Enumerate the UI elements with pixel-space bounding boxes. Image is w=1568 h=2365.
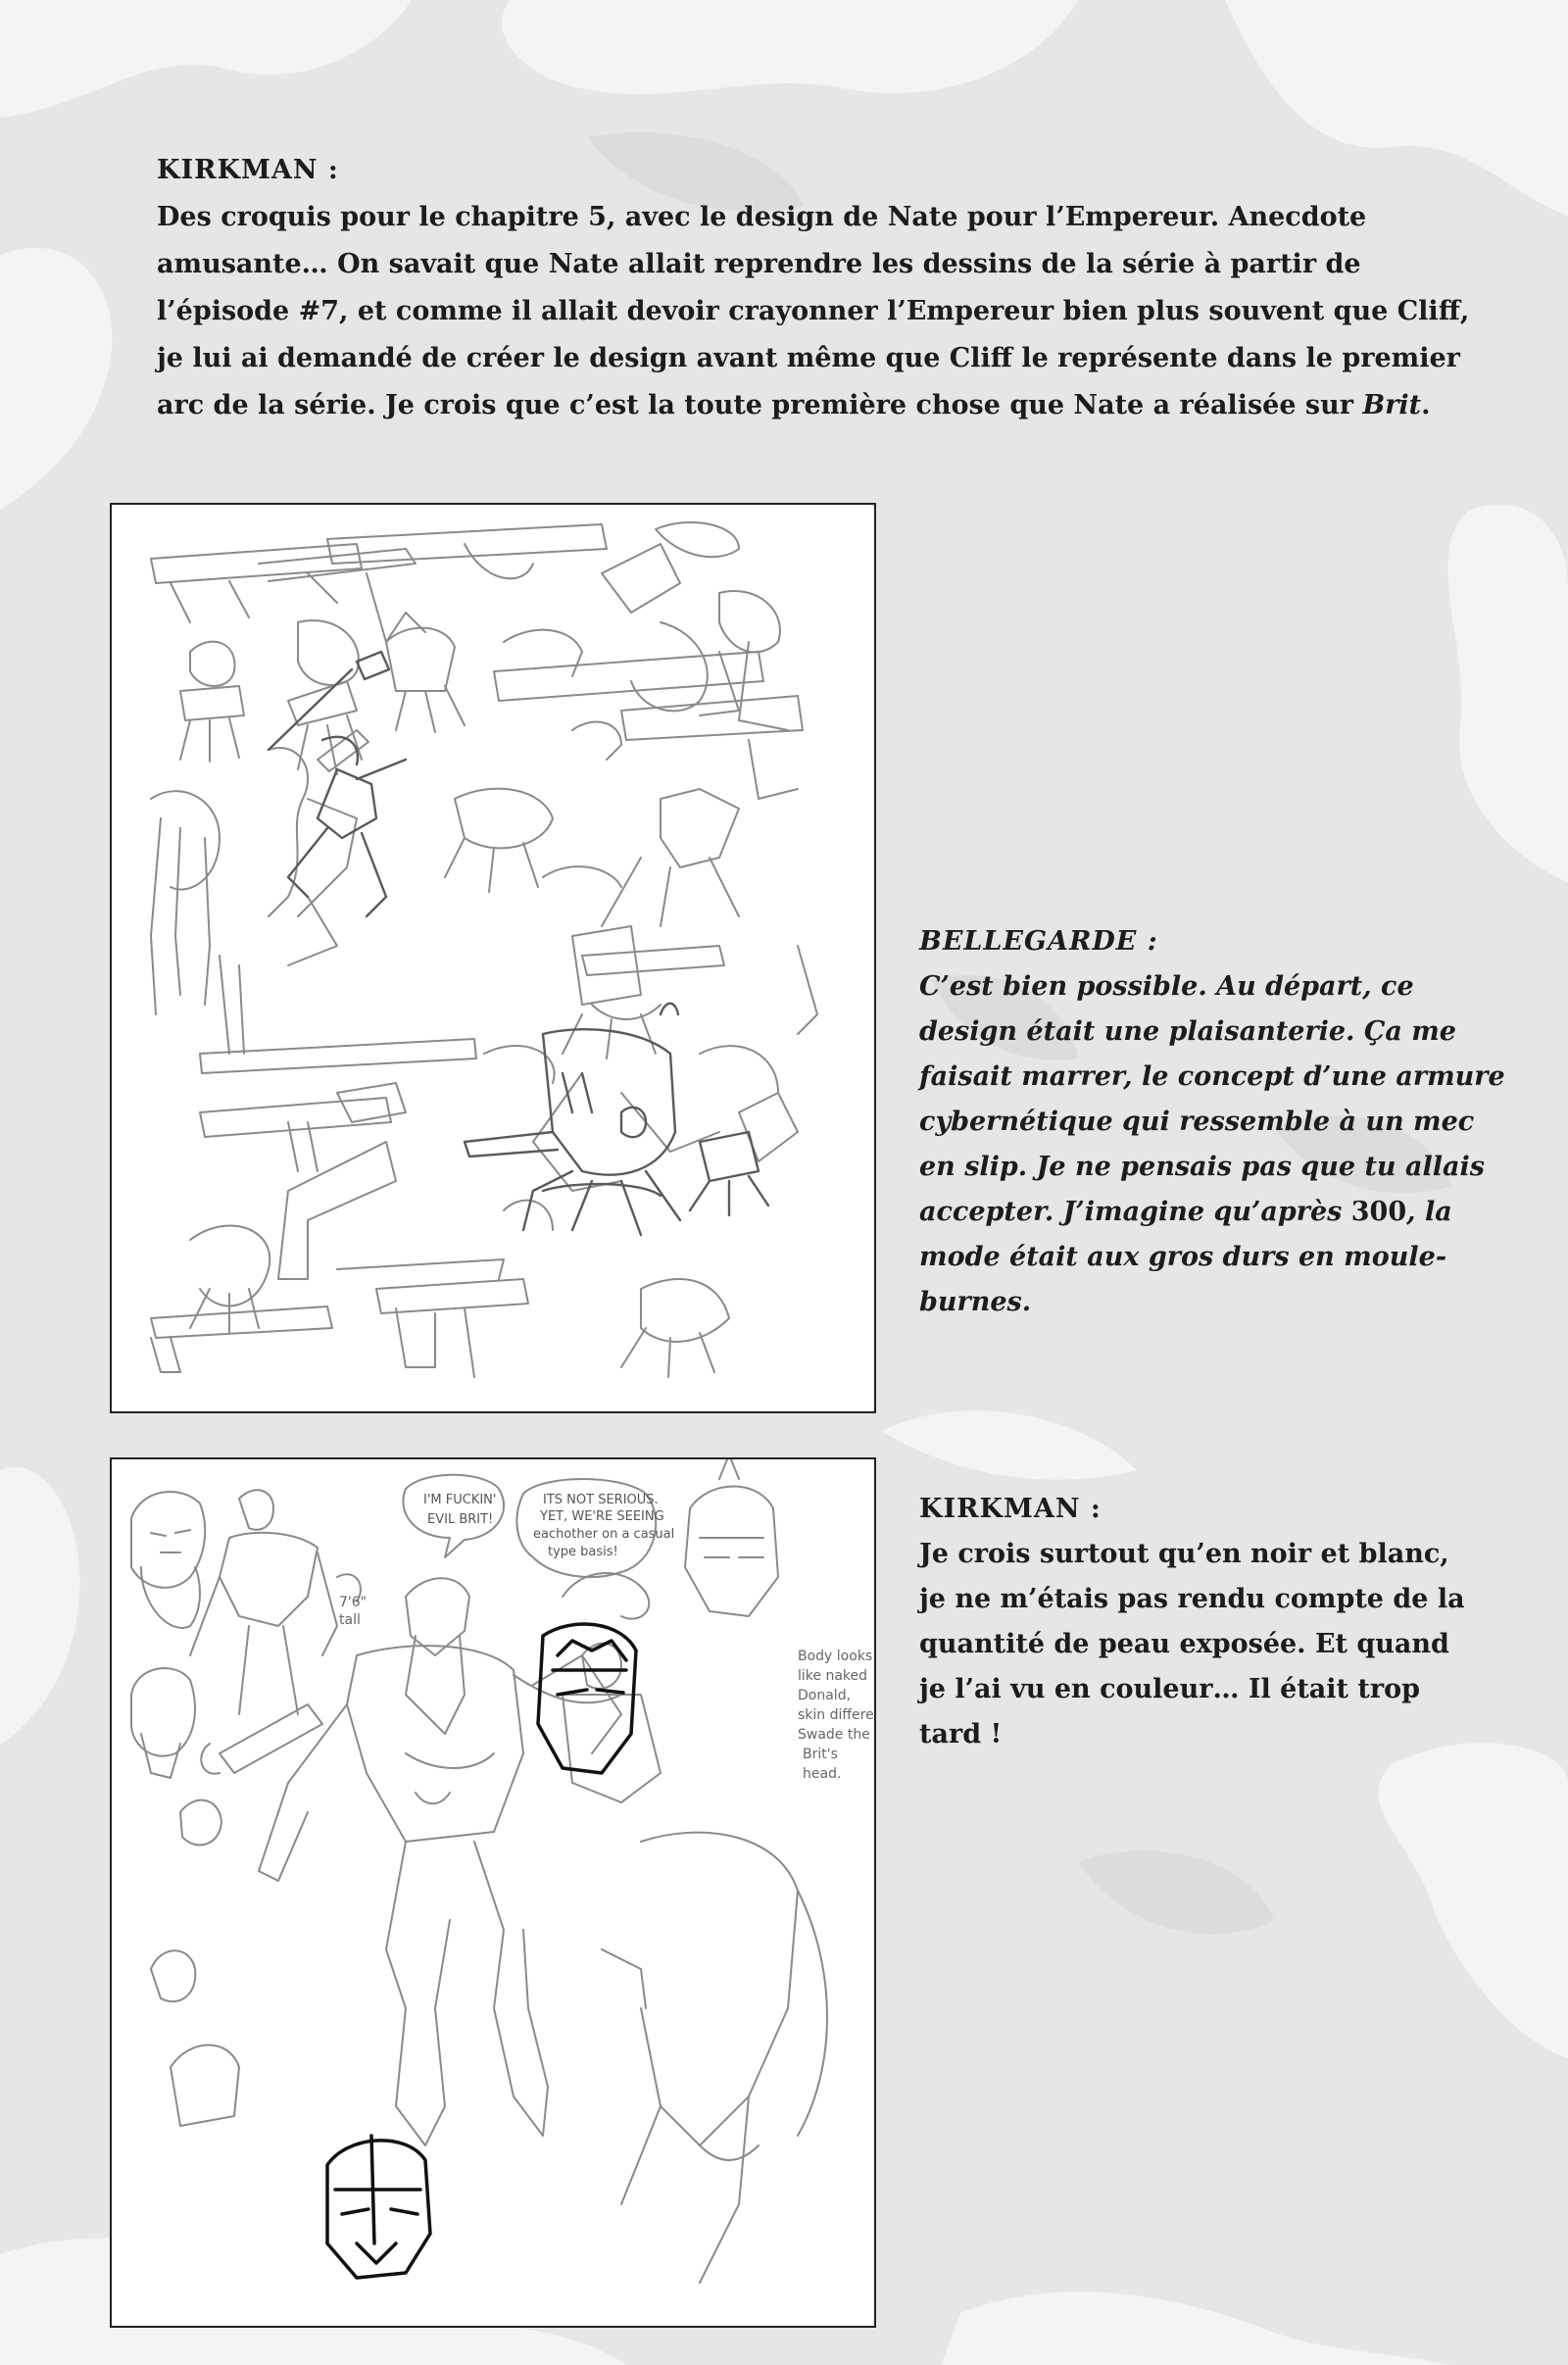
kirkman-reply-paragraph: Je crois surtout qu’en noir et blanc, je ne m’étais pas rendu compte de la quantité de peau exposée. Et quand je l’ai vu en couleur… Il était trop tard ! xyxy=(919,1539,1465,1749)
height-note xyxy=(339,1595,367,1628)
speaker-label: BELLEGARDE : xyxy=(919,926,1158,957)
note-line-4: skin differe xyxy=(798,1707,874,1723)
pencil-sketches-armor-weapons xyxy=(112,505,874,1411)
bubble2-line-4: type basis! xyxy=(548,1545,618,1559)
kirkman-intro-paragraph xyxy=(157,194,1490,429)
sentence-end: . xyxy=(1421,390,1431,420)
note-line-2: like naked xyxy=(798,1668,868,1684)
movie-title: 300 xyxy=(1350,1197,1407,1227)
sketch-panel-1 xyxy=(110,503,876,1413)
note-line-6: Brit's xyxy=(803,1747,838,1762)
bubble2-line-3: eachother on a casual xyxy=(533,1527,675,1542)
bubble1-line-1: I'M FUCKIN' xyxy=(423,1493,497,1507)
sketch-panel-2 xyxy=(110,1457,876,2328)
speech-bubble-2 xyxy=(533,1493,674,1559)
height-line-1: 7'6" xyxy=(339,1595,368,1610)
speech-bubble-1 xyxy=(423,1493,496,1527)
note-line-3: Donald, xyxy=(798,1688,852,1703)
bubble1-line-2: EVIL BRIT! xyxy=(427,1512,494,1527)
kirkman-reply-block xyxy=(919,1487,1468,1757)
note-line-7: head. xyxy=(803,1766,842,1782)
bubble2-line-2: YET, WE'RE SEEING xyxy=(540,1509,664,1524)
paragraph-text: C’est bien possible. Au départ, ce design était une plaisanterie. Ça me faisait marrer, le concept d’une armure cybernétique qui ressemble à un mec en slip. Je ne pensais pas que tu allais accepter. J’imagine qu’après xyxy=(919,971,1505,1227)
bubble2-line-1: ITS NOT SERIOUS. xyxy=(543,1493,659,1507)
pencil-sketches-emperor xyxy=(112,1459,874,2326)
book-title: Brit xyxy=(1362,390,1422,420)
height-line-2: tall xyxy=(339,1612,361,1628)
paragraph-text: Des croquis pour le chapitre 5, avec le design de Nate pour l’Empereur. Anecdote amusante… On savait que Nate allait reprendre les dessins de la série à partir de l’épisode #7, et comme il allait devoir crayonner l’Empereur bien plus souvent que Cliff, je lui ai demandé de créer le design avant même que Cliff le représente dans le premier arc de la série. Je crois que c’est la toute première chose que Nate a réalisée sur xyxy=(157,202,1470,420)
bellegarde-block xyxy=(919,919,1507,1325)
speaker-label: KIRKMAN : xyxy=(157,155,339,185)
speaker-label: KIRKMAN : xyxy=(919,1494,1102,1524)
paragraph-text-end: , la mode était aux gros durs en moule-burnes. xyxy=(919,1197,1452,1317)
kirkman-intro-block xyxy=(157,147,1490,429)
side-note xyxy=(798,1649,874,1782)
note-line-1: Body looks xyxy=(798,1649,873,1664)
note-line-5: Swade the xyxy=(798,1727,870,1743)
bellegarde-paragraph xyxy=(919,964,1507,1325)
